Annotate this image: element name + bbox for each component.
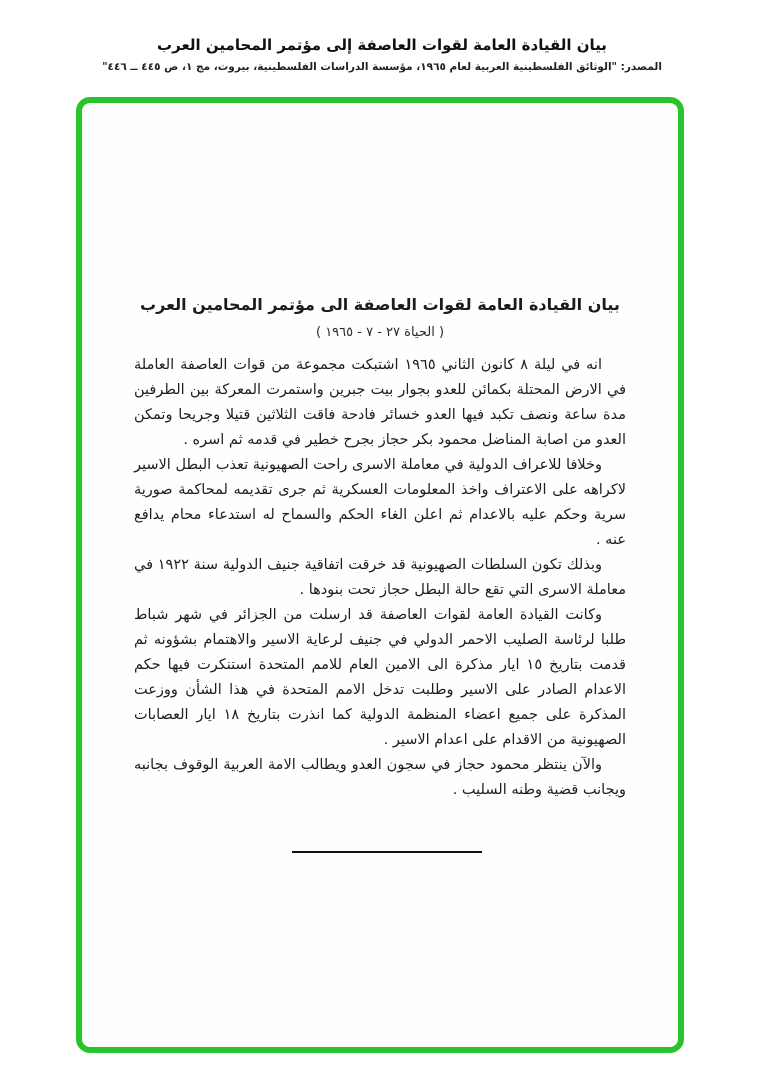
document-frame [76,97,684,1053]
page-header-title: بيان القيادة العامة لقوات العاصفة إلى مؤتمر المحامين العرب [157,36,607,54]
document-paragraph: والآن ينتظر محمود حجاز في سجون العدو ويطالب الامة العربية الوقوف بجانبه ويجانب قضية وطنه السليب . [134,757,626,798]
document-body [134,353,626,803]
document-paragraph: وكانت القيادة العامة لقوات العاصفة قد ارسلت من الجزائر في شهر شباط طلبا لرئاسة الصليب الاحمر الدولي في جنيف لرعاية الاسير والاهتمام بشؤونه ثم قدمت بتاريخ ١٥ ايار مذكرة الى الامين العام للامم المتحدة استنكرت فيها حكم الاعدام الصادر على الاسير وطلبت تدخل الامم المتحدة في هذا الشأن ووزعت المذكرة على جميع اعضاء المنظمة الدولية كما انذرت بتاريخ ١٨ ايار العصابات الصهيونية من الاقدام على اعدام الاسير . [134,607,626,748]
signature-line [292,851,482,853]
document-dateline: ( الحياة ٢٧ - ٧ - ١٩٦٥ ) [315,325,445,340]
document-paragraph: وبذلك تكون السلطات الصهيونية قد خرقت اتفاقية جنيف الدولية سنة ١٩٢٢ في معاملة الاسرى التي تقع حالة البطل حجاز تحت بنودها . [134,557,626,598]
document-paragraph: انه في ليلة ٨ كانون الثاني ١٩٦٥ اشتبكت مجموعة من قوات العاصفة العاملة في الارض المحتلة بكمائن للعدو بجوار بيت جبرين واستمرت المعركة بين الطرفين مدة ساعة ونصف تكبد فيها العدو خسائر فادحة فاقت الثلاثين قتيلا وجريحا وتمكن العدو من اصابة المناضل محمود بكر حجاز بجرح خطير في قدمه ثم اسره . [134,357,626,448]
document-title: بيان القيادة العامة لقوات العاصفة الى مؤتمر المحامين العرب [140,295,620,314]
document-paragraph: وخلافا للاعراف الدولية في معاملة الاسرى راحت الصهيونية تعذب البطل الاسير لاكراهه على الاعتراف واخذ المعلومات العسكرية ثم جرى تقديمه لمحاكمة صورية سرية وحكم عليه بالاعدام ثم اعلن الغاء الحكم والسماح له استدعاء محام يدافع عنه . [134,457,626,548]
scanned-document [82,103,678,1047]
page-source-line: المصدر: "الوثائق الفلسطينية العربية لعام ١٩٦٥، مؤسسة الدراسات الفلسطينية، بيروت، مج ١، ص ٤٤٥ ــ ٤٤٦" [102,61,662,73]
